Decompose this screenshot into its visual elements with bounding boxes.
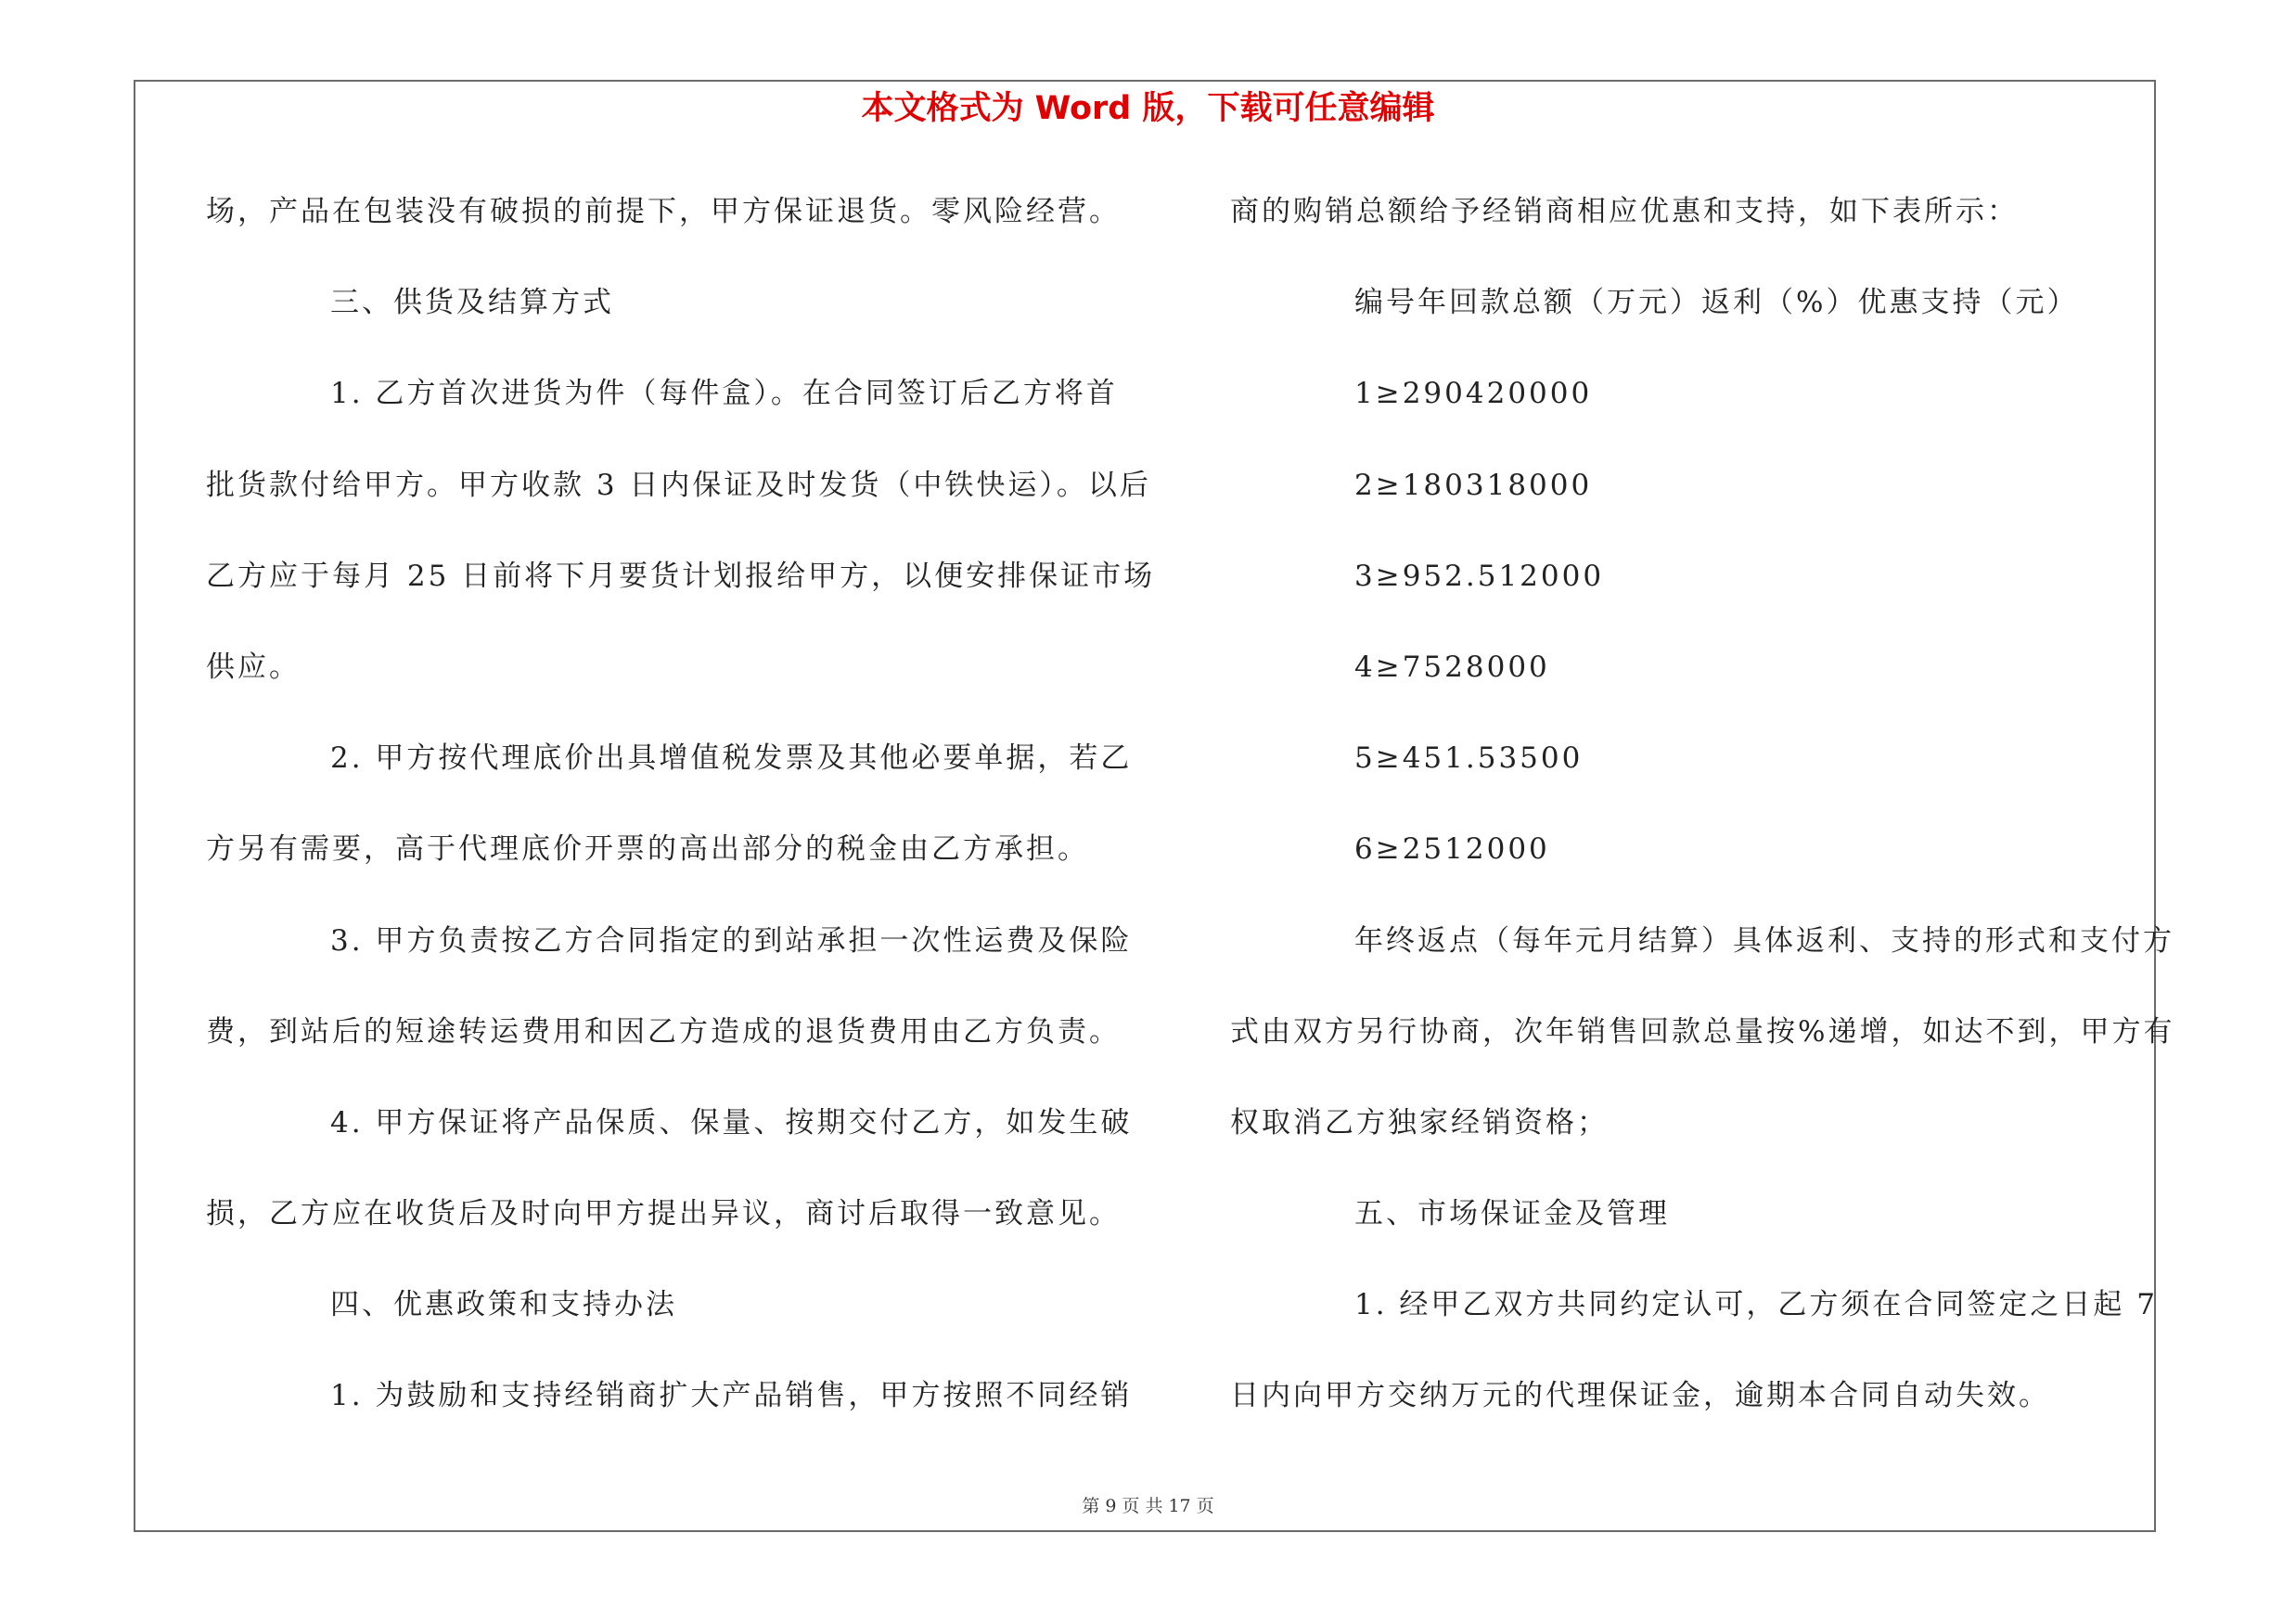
paragraph-line: 场，产品在包装没有破损的前提下，甲方保证退货。零风险经营。 (206, 195, 1121, 228)
left-column (206, 186, 1156, 1462)
rebate-table-row: 6≥2512000 (1354, 832, 1550, 867)
rebate-table-row: 2≥180318000 (1354, 468, 1593, 502)
paragraph-line: 3. 甲方负责按乙方合同指定的到站承担一次性运费及保险 (330, 923, 1133, 958)
right-column (1230, 186, 2175, 1462)
footer-prefix: 第 (1082, 1496, 1100, 1516)
paragraph-line: 4. 甲方保证将产品保质、保量、按期交付乙方，如发生破 (330, 1105, 1133, 1140)
paragraph-line: 方另有需要，高于代理底价开票的高出部分的税金由乙方承担。 (206, 832, 1089, 867)
total-page-count: 17 (1168, 1496, 1191, 1516)
rebate-table-row: 5≥451.53500 (1354, 741, 1584, 776)
paragraph-line: 式由双方另行协商，次年销售回款总量按%递增，如达不到，甲方有 (1230, 1014, 2175, 1049)
paragraph-line: 1. 为鼓励和支持经销商扩大产品销售，甲方按照不同经销 (330, 1379, 1133, 1413)
footer-suffix: 页 (1196, 1496, 1214, 1516)
paragraph-line: 供应。 (206, 650, 301, 684)
paragraph-line: 1. 乙方首次进货为件（每件盒）。在合同签订后乙方将首 (330, 377, 1118, 411)
current-page-number: 9 (1105, 1496, 1117, 1516)
paragraph-line: 费，到站后的短途转运费用和因乙方造成的退货费用由乙方负责。 (206, 1014, 1121, 1049)
rebate-table-row: 4≥7528000 (1354, 650, 1550, 684)
paragraph-line: 1. 经甲乙双方共同约定认可，乙方须在合同签定之日起 7 (1354, 1288, 2159, 1322)
paragraph-line: 日内向甲方交纳万元的代理保证金，逾期本合同自动失效。 (1230, 1379, 2050, 1413)
rebate-table-row: 1≥290420000 (1354, 377, 1593, 411)
rebate-table-row: 3≥952.512000 (1354, 559, 1605, 593)
paragraph-line: 批货款付给甲方。甲方收款 3 日内保证及时发货（中铁快运）。以后 (206, 468, 1151, 502)
paragraph-line: 损，乙方应在收货后及时向甲方提出异议，商讨后取得一致意见。 (206, 1197, 1121, 1231)
rebate-table-header: 编号年回款总额（万元）返利（%）优惠支持（元） (1354, 286, 2079, 320)
paragraph-line: 权取消乙方独家经销资格； (1230, 1105, 1609, 1140)
page-number-footer (0, 1492, 2296, 1520)
section-heading: 五、市场保证金及管理 (1354, 1197, 1670, 1231)
paragraph-line: 2. 甲方按代理底价出具增值税发票及其他必要单据，若乙 (330, 741, 1133, 776)
section-heading: 三、供货及结算方式 (330, 286, 614, 320)
paragraph-line: 商的购销总额给予经销商相应优惠和支持，如下表所示： (1230, 195, 2019, 228)
paragraph-line: 年终返点（每年元月结算）具体返利、支持的形式和支付方 (1354, 923, 2174, 958)
footer-middle: 页 共 (1122, 1496, 1163, 1516)
paragraph-line: 乙方应于每月 25 日前将下月要货计划报给甲方，以便安排保证市场 (206, 559, 1156, 593)
format-banner: 本文格式为 Word 版，下载可任意编辑 (861, 90, 1435, 127)
section-heading: 四、优惠政策和支持办法 (330, 1288, 677, 1322)
